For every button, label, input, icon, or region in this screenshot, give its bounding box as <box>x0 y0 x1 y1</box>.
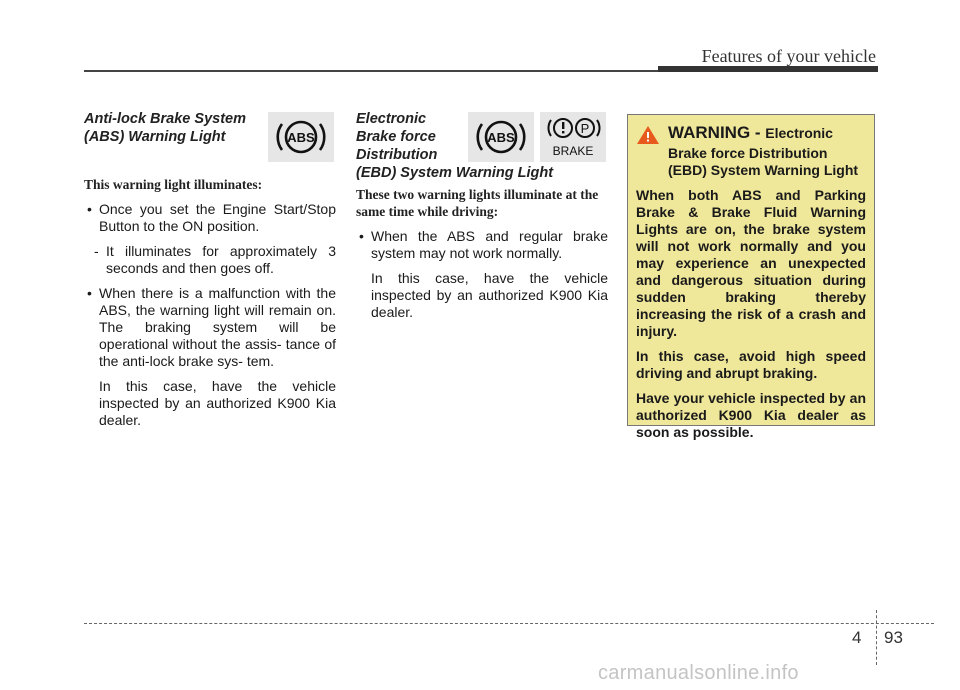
footer-divider <box>84 623 934 624</box>
warning-box <box>627 114 875 440</box>
warning-header <box>636 123 866 145</box>
abs-note: In this case, have the vehicle inspected by an authorized K900 Kia dealer. <box>99 378 336 428</box>
brake-warning-light-icon <box>540 112 606 162</box>
ebd-lead-text: These two warning lights illuminate at the same time while driving: <box>356 187 599 219</box>
page-number: 93 <box>884 628 903 647</box>
svg-text:BRAKE: BRAKE <box>552 144 594 158</box>
ebd-section-title: Electronic Brake force Distribution (EBD) System Warning Light <box>356 111 554 181</box>
header-divider-accent <box>658 66 878 72</box>
list-subitem: - It illuminates for approximately 3 seconds and then goes off. <box>94 243 336 276</box>
chapter-number: 4 <box>852 628 862 647</box>
list-item: • Once you set the Engine Start/Stop Button to the ON position. <box>87 201 336 234</box>
svg-text:P: P <box>580 121 590 136</box>
abs-warning-light-icon <box>268 112 334 162</box>
warning-paragraph: When both ABS and Parking Brake & Brake Fluid Warning Lights are on, the brake system will not work normally and you may experience an unexpected and dangerous situation during sudden braking thereby increasing the risk of a crash and injury. <box>636 187 866 339</box>
header-divider <box>84 70 658 72</box>
warning-title: WARNING - Electronic <box>668 123 833 142</box>
footer-separator <box>876 610 877 665</box>
abs-lead-text: This warning light illuminates: <box>84 177 263 192</box>
svg-text:ABS: ABS <box>487 130 515 145</box>
warning-paragraph: Have your vehicle inspected by an authorized K900 Kia dealer as soon as possible. <box>636 390 866 440</box>
list-item: • When the ABS and regular brake system may not work normally. <box>359 228 608 261</box>
page-section-title: Features of your vehicle <box>701 46 876 66</box>
list-item: • When there is a malfunction with the ABS, the warning light will remain on. The braking system will be operational without the assis- tance of the anti-lock brake sys- tem. <box>87 285 336 369</box>
watermark: carmanualsonline.info <box>598 662 799 684</box>
abs-warning-light-icon <box>468 112 534 162</box>
warning-triangle-icon <box>636 125 660 145</box>
warning-paragraph: In this case, avoid high speed driving and abrupt braking. <box>636 348 866 381</box>
abs-section-title: Anti-lock Brake System (ABS) Warning Light <box>84 111 246 145</box>
warning-subtitle: (EBD) System Warning Light <box>668 162 859 178</box>
ebd-note: In this case, have the vehicle inspected by an authorized K900 Kia dealer. <box>371 270 608 320</box>
warning-subtitle: Brake force Distribution <box>668 145 828 161</box>
svg-text:ABS: ABS <box>287 130 315 145</box>
